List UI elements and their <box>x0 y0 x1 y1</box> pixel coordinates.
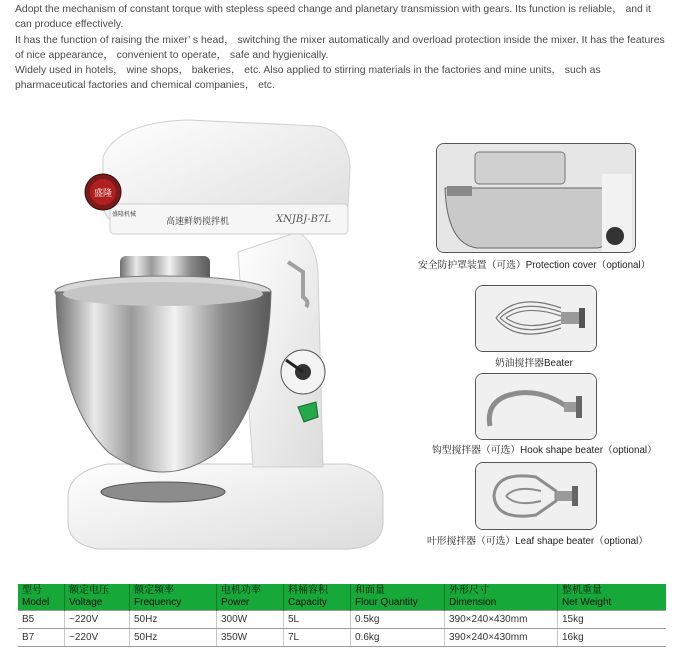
protection-cover-illustration <box>437 144 635 252</box>
hook-beater-image <box>475 373 597 440</box>
intro-text <box>15 2 665 94</box>
stand-mixer-image <box>48 112 398 557</box>
hook-beater-illustration <box>476 374 596 439</box>
table-row <box>18 611 666 629</box>
spec-table <box>18 584 666 647</box>
brand-badge: 盛隆 <box>93 189 113 199</box>
cell-capacity: 5L <box>284 611 351 629</box>
cell-dimension: 390×240×430mm <box>445 611 558 629</box>
leaf-beater-illustration <box>476 463 596 529</box>
beater-illustration <box>476 286 596 351</box>
intro-paragraph-3: Widely used in hotels， wine shops， bakeries， etc. Also applied to stirring materials in the factories and mine units， such as pharmaceutical factories and chemical companies， etc. <box>15 65 601 92</box>
cell-flour-quantity: 0.6kg <box>351 629 445 647</box>
header-net-weight: 整机重量 Net Weight <box>558 584 667 611</box>
cell-net-weight: 15kg <box>558 611 667 629</box>
head-label: 高速鲜奶搅拌机 <box>166 217 230 227</box>
protection-cover-caption: 安全防护罩装置（可选）Protection cover（optional） <box>418 260 651 271</box>
cell-power: 300W <box>217 611 284 629</box>
beater-caption: 奶油搅拌器Beater <box>495 358 573 369</box>
hook-beater-caption: 钩型搅拌器（可选）Hook shape beater（optional） <box>432 445 657 456</box>
spec-header-row <box>18 584 666 611</box>
cell-model: B5 <box>18 611 65 629</box>
cell-flour-quantity: 0.5kg <box>351 611 445 629</box>
cell-power: 350W <box>217 629 284 647</box>
protection-cover-image <box>436 143 636 253</box>
beater-image <box>475 285 597 352</box>
header-model: 型号 Model <box>18 584 65 611</box>
cell-model: B7 <box>18 629 65 647</box>
header-power: 电机功率 Power <box>217 584 284 611</box>
header-flour-quantity: 和面量 Flour Quantity <box>351 584 445 611</box>
cell-capacity: 7L <box>284 629 351 647</box>
table-row <box>18 629 666 647</box>
header-dimension: 外形尺寸 Dimension <box>445 584 558 611</box>
cell-voltage: ~220V <box>65 629 130 647</box>
header-capacity: 料桶容积 Capacity <box>284 584 351 611</box>
cell-voltage: ~220V <box>65 611 130 629</box>
intro-paragraph-1: Adopt the mechanism of constant torque with stepless speed change and planetary transmission with gears. Its function is reliable， and it can produce effectively. <box>15 4 651 31</box>
cell-frequency: 50Hz <box>130 629 217 647</box>
leaf-beater-image <box>475 462 597 530</box>
cell-frequency: 50Hz <box>130 611 217 629</box>
model-label: XNJBJ-B7L <box>276 214 331 225</box>
header-voltage: 额定电压 Voltage <box>65 584 130 611</box>
leaf-beater-caption: 叶形搅拌器（可选）Leaf shape beater（optional） <box>427 536 649 547</box>
cell-dimension: 390×240×430mm <box>445 629 558 647</box>
header-frequency: 额定频率 Frequency <box>130 584 217 611</box>
side-label: 盛隆机械 <box>112 211 137 218</box>
cell-net-weight: 16kg <box>558 629 667 647</box>
intro-paragraph-2: It has the function of raising the mixer’ s head， switching the mixer automatically and overload protection inside the mixer. It has the features of nice appearance， convenient to operate， safe and hygienically. <box>15 34 665 61</box>
